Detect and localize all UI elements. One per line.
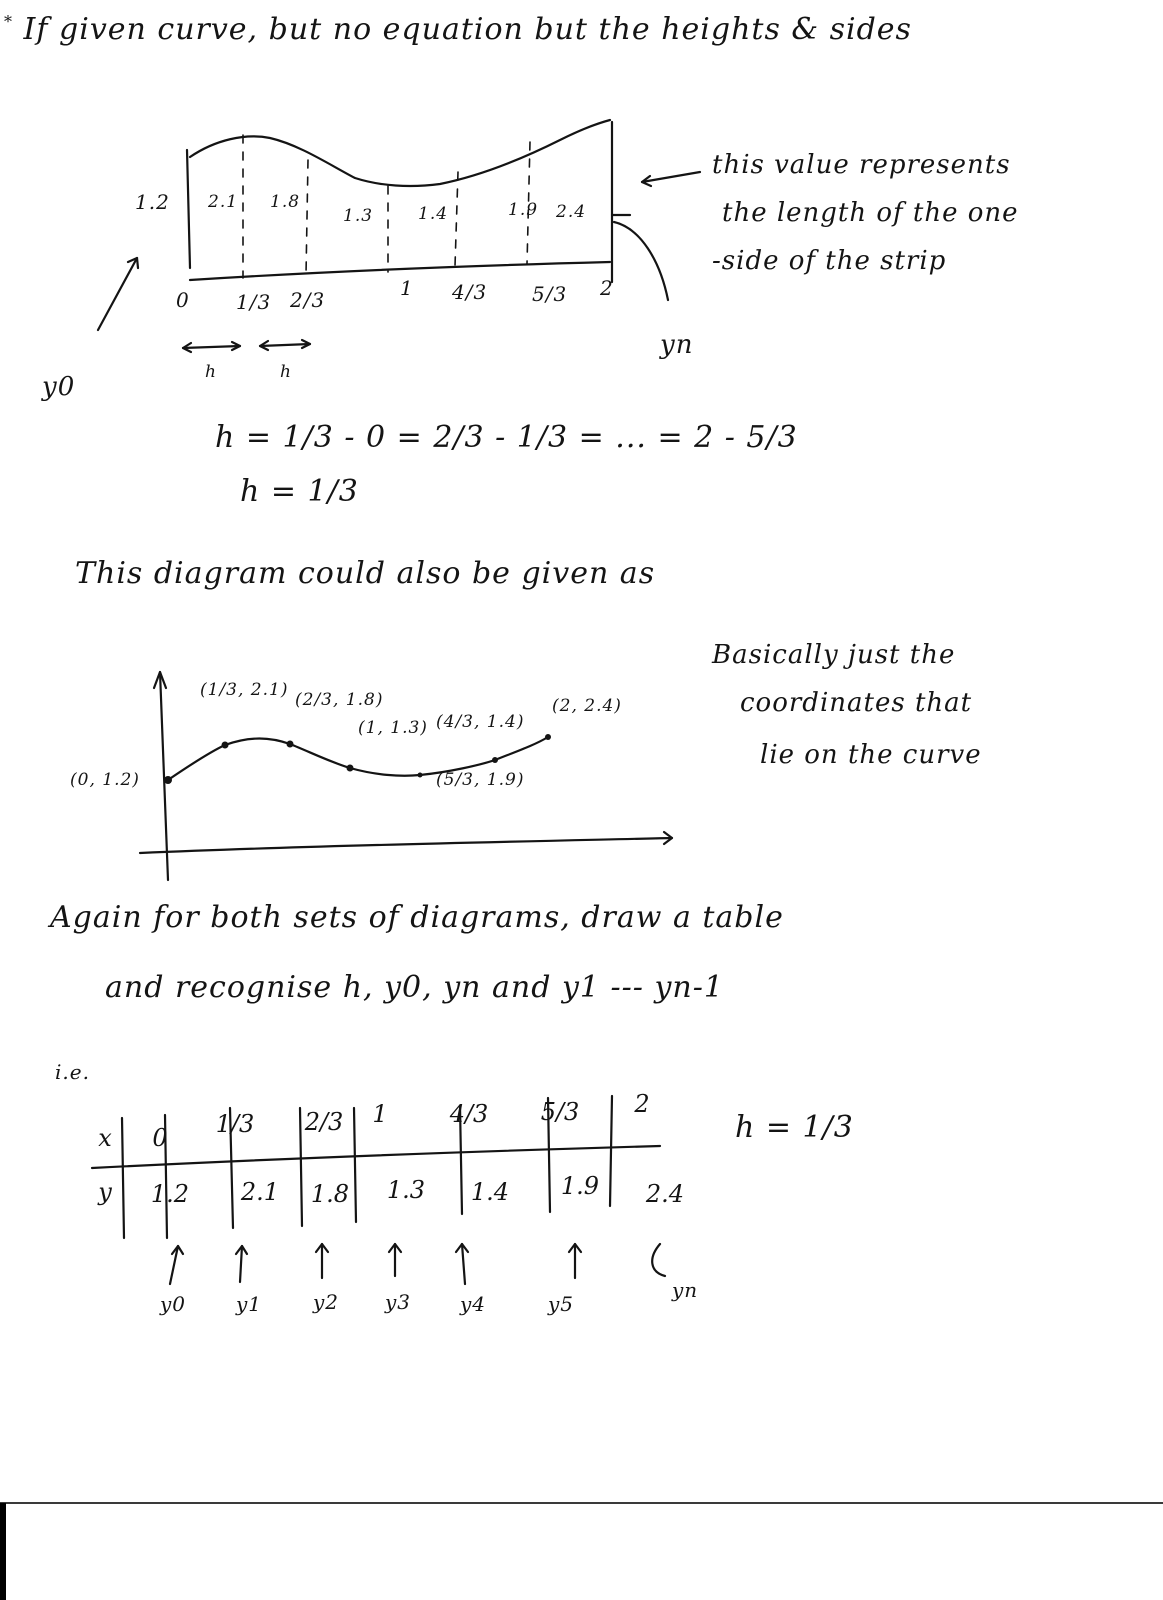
ordinate-label-yn: yn — [672, 1278, 699, 1302]
ordinate-label-y1: y1 — [236, 1292, 263, 1316]
ordinate-label-y2: y2 — [313, 1290, 340, 1314]
table-x-1: 1/3 — [215, 1110, 255, 1138]
point-label-6: (2, 2.4) — [552, 696, 622, 716]
annotation-line-2: the length of the one — [722, 198, 1019, 228]
scan-border-bar — [0, 1503, 6, 1600]
table-x-5: 5/3 — [540, 1098, 580, 1126]
x-tick-0: 0 — [176, 288, 190, 312]
coordinates-note-line-3: lie on the curve — [760, 740, 982, 770]
table-row-header-x: x — [98, 1124, 112, 1152]
h-working-line-1: h = 1/3 - 0 = 2/3 - 1/3 = ... = 2 - 5/3 — [215, 420, 798, 455]
point-label-0: (0, 1.2) — [70, 770, 140, 790]
x-tick-6: 2 — [600, 276, 614, 300]
x-tick-3: 1 — [400, 276, 414, 300]
point-label-3: (1, 1.3) — [358, 718, 428, 738]
strip-height-2: 1.8 — [270, 192, 301, 212]
ordinate-label-y5: y5 — [548, 1292, 575, 1316]
heading-text: If given curve, but no equation but the heights & sides — [23, 12, 912, 47]
strip-height-yn: 2.4 — [556, 202, 587, 222]
coordinates-note-line-1: Basically just the — [712, 640, 956, 670]
table-x-0: 0 — [152, 1124, 168, 1152]
ie-label: i.e. — [55, 1060, 90, 1084]
strip-height-3: 1.3 — [343, 206, 374, 226]
x-tick-4: 4/3 — [452, 280, 488, 304]
table-h-note: h = 1/3 — [735, 1110, 854, 1145]
strip-height-y0: 1.2 — [135, 190, 170, 214]
ordinate-label-y4: y4 — [460, 1292, 487, 1316]
ordinate-label-y0: y0 — [160, 1292, 187, 1316]
ordinate-label-y3: y3 — [385, 1290, 412, 1314]
annotation-line-1: this value represents — [712, 150, 1011, 180]
table-y-2: 1.8 — [310, 1180, 350, 1208]
yn-label: yn — [660, 330, 694, 360]
x-tick-5: 5/3 — [532, 282, 568, 306]
strip-height-5: 1.9 — [508, 200, 539, 220]
table-x-6: 2 — [634, 1090, 650, 1118]
point-label-5: (5/3, 1.9) — [436, 770, 525, 790]
table-y-3: 1.3 — [386, 1176, 426, 1204]
h-label-1: h — [205, 362, 217, 382]
h-label-2: h — [280, 362, 292, 382]
transition-text: This diagram could also be given as — [75, 556, 656, 591]
y0-label: y0 — [42, 372, 76, 402]
annotation-line-3: -side of the strip — [712, 246, 947, 276]
table-x-3: 1 — [372, 1100, 388, 1128]
point-label-2: (2/3, 1.8) — [295, 690, 384, 710]
table-y-1: 2.1 — [240, 1178, 280, 1206]
star-marker: * — [4, 12, 13, 31]
page-bottom-edge-line — [0, 1502, 1163, 1504]
x-tick-1: 1/3 — [236, 290, 272, 314]
table-row-header-y: y — [98, 1178, 112, 1206]
point-label-4: (4/3, 1.4) — [436, 712, 525, 732]
strip-height-1: 2.1 — [208, 192, 239, 212]
coordinates-note-line-2: coordinates that — [740, 688, 973, 718]
instruction-line-2: and recognise h, y0, yn and y1 --- yn-1 — [105, 970, 724, 1005]
h-working-line-2: h = 1/3 — [240, 474, 359, 509]
table-y-6: 2.4 — [645, 1180, 685, 1208]
strip-height-4: 1.4 — [418, 204, 449, 224]
x-tick-2: 2/3 — [290, 288, 326, 312]
instruction-line-1: Again for both sets of diagrams, draw a table — [50, 900, 784, 935]
table-x-4: 4/3 — [449, 1100, 489, 1128]
table-x-2: 2/3 — [304, 1108, 344, 1136]
table-y-0: 1.2 — [150, 1180, 190, 1208]
point-label-1: (1/3, 2.1) — [200, 680, 289, 700]
table-y-5: 1.9 — [560, 1172, 600, 1200]
table-y-4: 1.4 — [470, 1178, 510, 1206]
